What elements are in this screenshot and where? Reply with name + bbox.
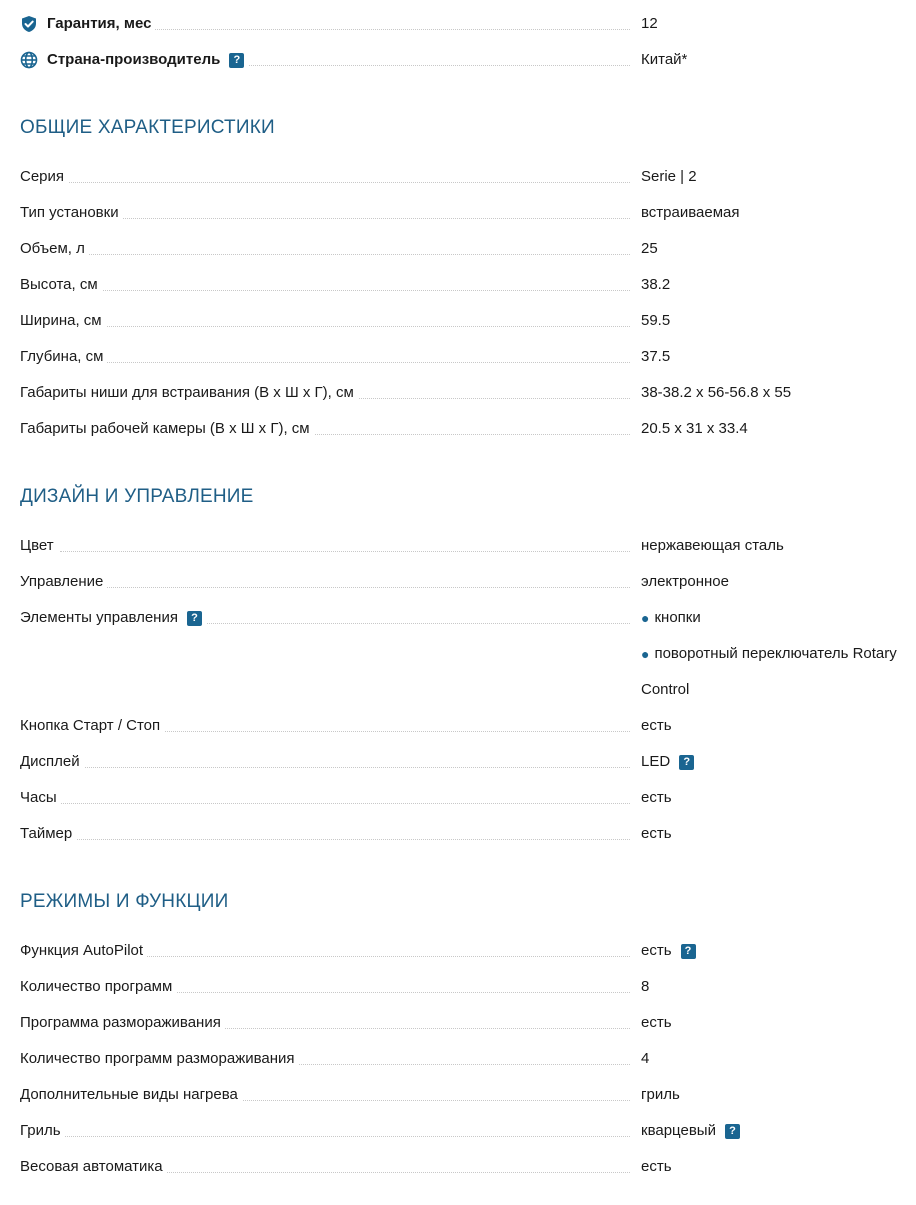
spec-row-elements-cont: [20, 678, 916, 702]
spec-row: [20, 417, 916, 441]
spec-row-grill: [20, 1119, 916, 1143]
spec-row-defrost: [20, 1011, 916, 1035]
spec-row-elements-cont: [20, 642, 916, 666]
spec-label: Управление: [20, 570, 107, 594]
spec-value: [641, 642, 897, 666]
spec-label: Цвет: [20, 534, 58, 558]
help-icon[interactable]: ?: [725, 1124, 740, 1139]
dotted-leader: [60, 839, 630, 840]
spec-label: Функция AutoPilot: [20, 939, 147, 963]
spec-label: Гриль: [20, 1119, 65, 1143]
spec-row-warranty: [20, 12, 916, 36]
spec-row-control: [20, 570, 916, 594]
spec-label: Дисплей: [20, 750, 84, 774]
dotted-leader: [60, 182, 630, 183]
spec-label-text: Гарантия, мес: [47, 15, 152, 32]
spec-label: [20, 12, 155, 36]
spec-value: гриль: [641, 1086, 680, 1103]
section-title-design: ДИЗАЙН И УПРАВЛЕНИЕ: [20, 486, 254, 507]
spec-row: [20, 345, 916, 369]
spec-value: есть: [641, 1014, 672, 1031]
spec-value-text: есть: [641, 942, 672, 959]
dotted-leader: [60, 362, 630, 363]
spec-label: Тип установки: [20, 201, 123, 225]
spec-label: Количество программ: [20, 975, 176, 999]
spec-value: 20.5 x 31 x 33.4: [641, 420, 748, 437]
spec-row-startstop: [20, 714, 916, 738]
spec-label-text: Страна-производитель: [47, 51, 221, 68]
spec-value: есть: [641, 717, 672, 734]
spec-label: Дополнительные виды нагрева: [20, 1083, 242, 1107]
spec-value: 8: [641, 978, 650, 995]
spec-row: [20, 201, 916, 225]
dotted-leader: [60, 1136, 630, 1137]
spec-row-color: [20, 534, 916, 558]
dotted-leader: [60, 767, 630, 768]
list-item: кнопки: [654, 609, 701, 626]
spec-row: [20, 381, 916, 405]
spec-value: Serie | 2: [641, 168, 697, 185]
spec-value: есть: [641, 789, 672, 806]
help-icon[interactable]: ?: [681, 944, 696, 959]
spec-value-text: LED: [641, 753, 671, 770]
dotted-leader: [60, 326, 630, 327]
spec-label: Кнопка Старт / Стоп: [20, 714, 164, 738]
spec-label: Высота, см: [20, 273, 102, 297]
dotted-leader: [60, 218, 630, 219]
spec-value: Китай*: [641, 51, 688, 68]
spec-row-timer: [20, 822, 916, 846]
bullet-icon: ●: [641, 610, 650, 626]
spec-row-programs: [20, 975, 916, 999]
spec-value: 38.2: [641, 276, 671, 293]
spec-label: Глубина, см: [20, 345, 107, 369]
spec-value: электронное: [641, 573, 729, 590]
spec-label: Весовая автоматика: [20, 1155, 167, 1179]
spec-label: Габариты ниши для встраивания (В х Ш х Г), см: [20, 381, 358, 405]
spec-row-defrost-count: [20, 1047, 916, 1071]
spec-label: Ширина, см: [20, 309, 106, 333]
spec-row: [20, 165, 916, 189]
spec-value: 25: [641, 240, 658, 257]
spec-row-display: [20, 750, 916, 774]
spec-value-text: кварцевый: [641, 1122, 716, 1139]
spec-label: [20, 48, 248, 72]
spec-label: Количество программ размораживания: [20, 1047, 299, 1071]
spec-value: [641, 750, 694, 774]
section-title-modes: РЕЖИМЫ И ФУНКЦИИ: [20, 891, 229, 912]
dotted-leader: [60, 290, 630, 291]
help-icon[interactable]: ?: [187, 611, 202, 626]
help-icon[interactable]: ?: [229, 53, 244, 68]
spec-row-heating: [20, 1083, 916, 1107]
spec-row-country: [20, 48, 916, 72]
spec-row: [20, 309, 916, 333]
section-title-general: ОБЩИЕ ХАРАКТЕРИСТИКИ: [20, 117, 275, 138]
spec-value: нержавеющая сталь: [641, 537, 784, 554]
shield-check-icon: [20, 15, 38, 33]
spec-value: 4: [641, 1050, 650, 1067]
list-item: поворотный переключатель Rotary: [654, 645, 897, 662]
spec-label: Габариты рабочей камеры (В х Ш х Г), см: [20, 417, 314, 441]
help-icon[interactable]: ?: [679, 755, 694, 770]
spec-value-continuation: Control: [641, 681, 690, 698]
spec-row: [20, 237, 916, 261]
spec-value: 38-38.2 x 56-56.8 x 55: [641, 384, 792, 401]
spec-label: [20, 606, 206, 630]
dotted-leader: [60, 803, 630, 804]
spec-row: [20, 273, 916, 297]
bullet-icon: ●: [641, 646, 650, 662]
spec-value: 37.5: [641, 348, 671, 365]
dotted-leader: [60, 587, 630, 588]
spec-row-elements: [20, 606, 916, 630]
spec-value: встраиваемая: [641, 204, 740, 221]
globe-icon: [20, 51, 38, 69]
spec-value: [641, 606, 701, 630]
spec-value: 59.5: [641, 312, 671, 329]
spec-row-weight: [20, 1155, 916, 1179]
dotted-leader: [60, 551, 630, 552]
spec-label: Программа размораживания: [20, 1011, 225, 1035]
spec-label: Объем, л: [20, 237, 89, 261]
spec-label: Серия: [20, 165, 68, 189]
spec-value: есть: [641, 825, 672, 842]
spec-label: Таймер: [20, 822, 76, 846]
spec-row-clock: [20, 786, 916, 810]
spec-value: [641, 1119, 740, 1143]
spec-label-text: Элементы управления: [20, 609, 178, 626]
spec-label: Часы: [20, 786, 61, 810]
spec-value: 12: [641, 15, 658, 32]
spec-row-autopilot: [20, 939, 916, 963]
spec-value: есть: [641, 1158, 672, 1175]
dotted-leader: [60, 254, 630, 255]
spec-value: [641, 939, 696, 963]
